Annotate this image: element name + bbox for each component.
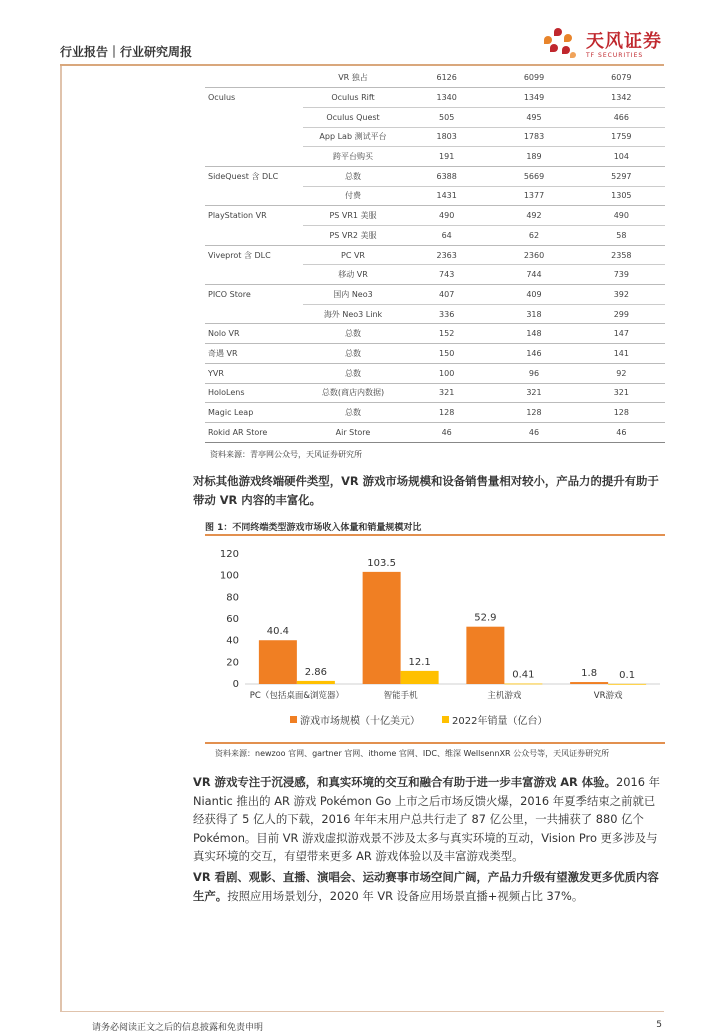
table-cell-value: 492: [490, 206, 577, 226]
table-cell-platform: 奇遇 VR: [205, 344, 303, 364]
table-cell-platform: [205, 265, 303, 285]
table-cell-platform: YVR: [205, 363, 303, 383]
table-cell-platform: Oculus: [205, 88, 303, 108]
table-row: [205, 166, 665, 186]
table-cell-item: 国内 Neo3: [303, 285, 403, 305]
table-row: [205, 226, 665, 246]
table-row: [205, 285, 665, 305]
table-cell-value: 6126: [436, 73, 457, 83]
table-cell-platform: SideQuest 含 DLC: [205, 166, 303, 186]
bar-market-size: [363, 572, 401, 684]
table-cell-item: Air Store: [303, 422, 403, 442]
table-row: [205, 363, 665, 383]
y-tick-label: 0: [232, 679, 239, 690]
legend-label-sales: 2022年销量（亿台）: [452, 716, 548, 727]
table-cell-value: 5669: [490, 166, 577, 186]
bar-data-label: 0.41: [512, 669, 535, 681]
game-market-bar-chart: [205, 538, 665, 738]
table-cell-value: 146: [490, 344, 577, 364]
table-cell-value: 1431: [403, 186, 490, 206]
table-cell-value: 1803: [403, 127, 490, 147]
table-cell-value: 152: [403, 324, 490, 344]
footer-divider: [60, 1011, 664, 1012]
table-cell-item: VR 独占: [338, 73, 368, 83]
table-row: [205, 127, 665, 147]
x-category-label: PC（包括桌面&浏览器）: [249, 691, 344, 701]
table-cell-value: 100: [403, 363, 490, 383]
table-cell-value: 64: [403, 226, 490, 246]
paragraph-vr-video-lead: VR 看剧、观影、直播、演唱会、运动赛事市场空间广阔，产品力升级有望激发更多优质内容生产。: [193, 870, 659, 903]
table-cell-value: 191: [403, 147, 490, 167]
table-cell-value: 62: [490, 226, 577, 246]
table-cell-value: 495: [490, 107, 577, 127]
table-cell-value: 2360: [490, 245, 577, 265]
bar-sales: [608, 684, 646, 685]
x-category-label: 智能手机: [383, 691, 418, 701]
table-cell-item: 付费: [303, 186, 403, 206]
table-cell-value: 1305: [578, 186, 665, 206]
legend-swatch-orange: [290, 716, 297, 723]
table-cell-value: 1759: [578, 127, 665, 147]
paragraph-vr-video: [193, 868, 663, 905]
table-cell-value: 5297: [578, 166, 665, 186]
paragraph-vr-immersion-lead: VR 游戏专注于沉浸感，和真实环境的交互和融合有助于进一步丰富游戏 AR 体验。: [193, 775, 616, 789]
bar-market-size: [259, 640, 297, 684]
table-cell-item: 总数: [303, 363, 403, 383]
table-cell-value: 407: [403, 285, 490, 305]
table-cell-platform: [205, 226, 303, 246]
table-cell-value: 6388: [403, 166, 490, 186]
table-row: [205, 186, 665, 206]
table-cell-value: 2358: [578, 245, 665, 265]
table-cell-value: 409: [490, 285, 577, 305]
table-cell-item: PS VR2 美服: [303, 226, 403, 246]
table-cell-item: 总数: [303, 344, 403, 364]
table-cell-value: 58: [578, 226, 665, 246]
table-cell-value: 490: [578, 206, 665, 226]
header-divider: [60, 64, 664, 66]
table-cell-platform: [205, 147, 303, 167]
table-row: [205, 68, 665, 88]
table-cell-item: 总数: [303, 166, 403, 186]
table-cell-platform: [205, 304, 303, 324]
table-cell-value: 128: [578, 403, 665, 423]
legend-swatch-yellow: [442, 716, 449, 723]
x-category-label: VR游戏: [593, 691, 623, 701]
table-row: [205, 304, 665, 324]
x-category-label: 主机游戏: [487, 691, 522, 701]
table-cell-platform: PlayStation VR: [205, 206, 303, 226]
table-cell-platform: HoloLens: [205, 383, 303, 403]
table-row: [205, 147, 665, 167]
bar-sales: [401, 671, 439, 684]
bar-data-label: 0.1: [619, 669, 636, 681]
paragraph-vr-video-body: 按照应用场景划分，2020 年 VR 设备应用场景直播+视频占比 37%。: [227, 888, 584, 903]
table-cell-value: 141: [578, 344, 665, 364]
table-row: [205, 265, 665, 285]
table-cell-value: 147: [578, 324, 665, 344]
table-cell-platform: [205, 186, 303, 206]
y-tick-label: 80: [226, 592, 239, 604]
table-cell-platform: [205, 68, 303, 88]
table-row: [205, 107, 665, 127]
table-cell-value: 490: [403, 206, 490, 226]
paragraph-vr-immersion: [193, 773, 663, 866]
page-number: 5: [656, 1020, 662, 1030]
table-cell-value: 1342: [578, 88, 665, 108]
bar-data-label: 12.1: [408, 656, 431, 668]
brand-name-en: TF SECURITIES: [586, 52, 644, 59]
table-cell-value: 104: [578, 147, 665, 167]
table-cell-platform: Rokid AR Store: [205, 422, 303, 442]
table-cell-item: 跨平台购买: [303, 147, 403, 167]
table-cell-value: 148: [490, 324, 577, 344]
table-cell-value: 1377: [490, 186, 577, 206]
table-cell-item: 总数: [303, 403, 403, 423]
table-cell-platform: PICO Store: [205, 285, 303, 305]
table-row: [205, 245, 665, 265]
table-cell-value: 321: [490, 383, 577, 403]
table-cell-item: 总数: [303, 324, 403, 344]
table-cell-value: 96: [490, 363, 577, 383]
table-cell-value: 1783: [490, 127, 577, 147]
table-cell-platform: Nolo VR: [205, 324, 303, 344]
bar-sales: [504, 684, 542, 685]
table-cell-item: 海外 Neo3 Link: [303, 304, 403, 324]
table-cell-platform: [205, 127, 303, 147]
legend-market-size: [290, 712, 420, 727]
table-cell-value: 466: [578, 107, 665, 127]
legend-sales: [442, 712, 547, 727]
table-cell-value: 189: [490, 147, 577, 167]
table-cell-value: 321: [403, 383, 490, 403]
table-cell-value: 6099: [523, 73, 545, 83]
flower-logo-icon: [540, 26, 582, 60]
figure-top-rule: [205, 534, 665, 536]
table-cell-item: App Lab 测试平台: [303, 127, 403, 147]
table-row: [205, 383, 665, 403]
table-cell-value: 128: [403, 403, 490, 423]
table-cell-value: 743: [403, 265, 490, 285]
table-cell-platform: [205, 107, 303, 127]
table-cell-value: 739: [578, 265, 665, 285]
table-cell-platform: Magic Leap: [205, 403, 303, 423]
table-cell-value: 46: [490, 422, 577, 442]
table-row: [205, 324, 665, 344]
y-tick-label: 100: [219, 570, 239, 582]
figure-bottom-rule: [205, 742, 665, 744]
y-tick-label: 20: [226, 657, 239, 669]
paragraph-vr-immersion-body: 2016 年 Niantic 推出的 AR 游戏 Pokémon Go 上市之后市场反馈火爆，2016 年夏季结束之前就已经获得了 5 亿人的下载，2016 年年末用户总共行走了 87 亿公里，一共捕获了 880 亿个 Pokémon。目前 VR 游戏虚拟游戏景不涉及太多与真实环境的互动，Vision Pro 更多涉及与真实环境的交互，有望带来更多 AR 游戏体验以及丰富游戏类型。: [193, 775, 660, 863]
table-cell-value: 321: [578, 383, 665, 403]
footer-disclaimer: 请务必阅读正文之后的信息披露和免责申明: [92, 1023, 264, 1033]
table-cell-value: 92: [578, 363, 665, 383]
table-row: [205, 403, 665, 423]
bar-data-label: 52.9: [474, 612, 497, 624]
brand-name-cn: 天风证券: [586, 31, 662, 52]
figure-title: 图 1：不同终端类型游戏市场收入体量和销量规模对比: [205, 523, 422, 533]
bar-data-label: 103.5: [367, 557, 396, 569]
table-cell-value: 505: [403, 107, 490, 127]
table-cell-item: Oculus Rift: [303, 88, 403, 108]
table-cell-item: 总数(商店内数据): [303, 383, 403, 403]
table-cell-item: PC VR: [303, 245, 403, 265]
bar-data-label: 1.8: [581, 668, 598, 680]
table-cell-value: 299: [578, 304, 665, 324]
table-cell-value: 2363: [403, 245, 490, 265]
table-source: 资料来源：青亭网公众号，天风证券研究所: [210, 450, 362, 459]
table-cell-item: 移动 VR: [303, 265, 403, 285]
vr-platform-table: [205, 68, 665, 443]
figure-source: 资料来源：newzoo 官网、gartner 官网、ithome 官网、IDC、维深 WellsennXR 公众号等，天风证券研究所: [215, 749, 610, 758]
legend-label-market-size: 游戏市场规模（十亿美元）: [300, 716, 420, 727]
table-cell-item: PS VR1 美服: [303, 206, 403, 226]
table-cell-value: 336: [403, 304, 490, 324]
table-cell-value: 150: [403, 344, 490, 364]
y-tick-label: 60: [226, 614, 239, 625]
paragraph-hardware-comparison: 对标其他游戏终端硬件类型，VR 游戏市场规模和设备销售量相对较小，产品力的提升有助于带动 VR 内容的丰富化。: [193, 474, 659, 507]
table-row: [205, 422, 665, 442]
table-cell-value: 392: [578, 285, 665, 305]
bar-sales: [297, 681, 335, 684]
table-cell-value: 46: [403, 422, 490, 442]
table-cell-platform: Viveprot 含 DLC: [205, 245, 303, 265]
bar-data-label: 2.86: [304, 666, 328, 678]
bar-market-size: [570, 682, 608, 684]
table-cell-value: 1349: [490, 88, 577, 108]
table-cell-item: Oculus Quest: [303, 107, 403, 127]
chart-legend: [290, 712, 569, 727]
table-cell-value: 128: [490, 403, 577, 423]
table-row: [205, 344, 665, 364]
y-tick-label: 120: [219, 549, 239, 560]
table-cell-value: 318: [490, 304, 577, 324]
bar-market-size: [466, 627, 504, 684]
bar-data-label: 40.4: [266, 626, 290, 638]
table-cell-value: 6079: [611, 73, 632, 83]
left-margin-rule: [60, 66, 62, 1011]
brand-logo: [540, 26, 662, 60]
table-cell-value: 46: [578, 422, 665, 442]
table-row: [205, 206, 665, 226]
y-tick-label: 40: [226, 635, 239, 647]
table-cell-value: 1340: [403, 88, 490, 108]
report-header-title: 行业报告｜行业研究周报: [60, 45, 193, 59]
table-row: [205, 88, 665, 108]
table-cell-value: 744: [490, 265, 577, 285]
